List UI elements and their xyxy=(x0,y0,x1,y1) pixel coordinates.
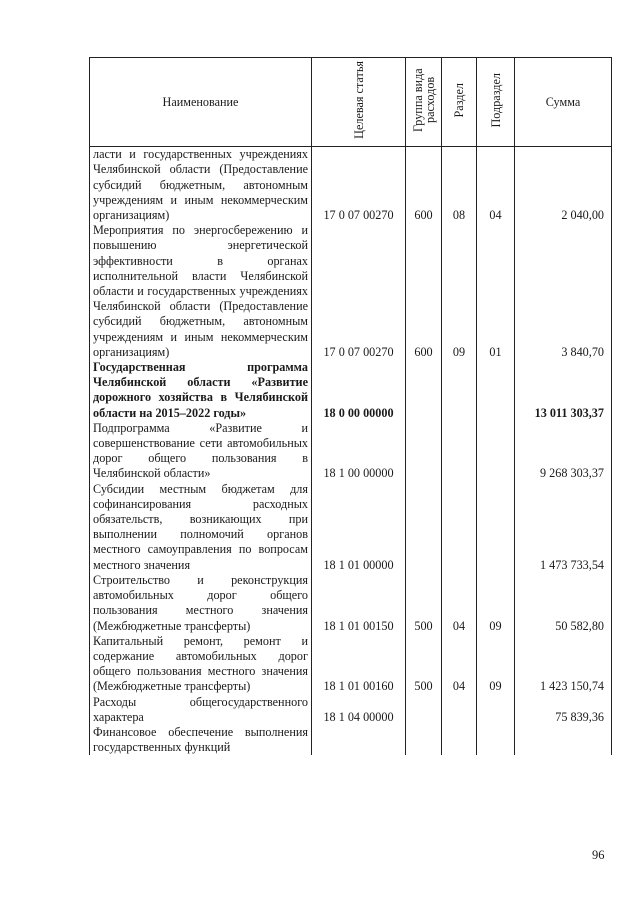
row-article: 18 1 00 00000 xyxy=(312,421,406,482)
row-section xyxy=(442,695,477,725)
row-group: 600 xyxy=(406,147,442,224)
row-section: 09 xyxy=(442,223,477,360)
row-sum: 1 423 150,74 xyxy=(515,634,612,695)
row-section xyxy=(442,421,477,482)
header-name: Наименование xyxy=(90,58,312,147)
row-section xyxy=(442,360,477,421)
row-name xyxy=(90,695,312,725)
row-name xyxy=(90,421,312,482)
row-name-text: Строительство и реконструкция автомобильных дорог общего пользования местного значения (Межбюджетные трансферты) xyxy=(93,572,308,633)
row-article: 18 0 00 00000 xyxy=(312,360,406,421)
row-sum: 2 040,00 xyxy=(515,147,612,224)
header-subsection: Подраздел xyxy=(477,58,515,147)
row-name xyxy=(90,634,312,695)
row-sum: 3 840,70 xyxy=(515,223,612,360)
row-article: 18 1 01 00000 xyxy=(312,482,406,573)
header-section: Раздел xyxy=(442,58,477,147)
row-name-text: Финансовое обеспечение выполнения государственных функций xyxy=(93,724,308,755)
row-name xyxy=(90,147,312,224)
row-section xyxy=(442,482,477,573)
row-group: 600 xyxy=(406,223,442,360)
row-name xyxy=(90,725,312,755)
table-row xyxy=(90,695,612,725)
row-article: 17 0 07 00270 xyxy=(312,147,406,224)
row-article xyxy=(312,725,406,755)
row-section: 08 xyxy=(442,147,477,224)
table-row xyxy=(90,634,612,695)
row-section: 04 xyxy=(442,634,477,695)
row-sum: 75 839,36 xyxy=(515,695,612,725)
row-group xyxy=(406,695,442,725)
table-row xyxy=(90,725,612,755)
row-group: 500 xyxy=(406,634,442,695)
row-name-text: Расходы общегосударственного характера xyxy=(93,694,308,724)
row-sum: 1 473 733,54 xyxy=(515,482,612,573)
budget-table xyxy=(89,57,612,755)
header-group: Группа вида расходов xyxy=(406,58,442,147)
table-row xyxy=(90,147,612,224)
row-name xyxy=(90,482,312,573)
row-section xyxy=(442,725,477,755)
row-sum: 9 268 303,37 xyxy=(515,421,612,482)
row-subsection xyxy=(477,482,515,573)
row-name-text: ласти и государственных учреждениях Челябинской области (Предоставление субсидий бюджетным, автономным учреждениям и иным некоммерческим организациям) xyxy=(93,147,308,223)
row-article: 18 1 04 00000 xyxy=(312,695,406,725)
table-row xyxy=(90,573,612,634)
row-section: 04 xyxy=(442,573,477,634)
row-group: 500 xyxy=(406,573,442,634)
row-sum: 50 582,80 xyxy=(515,573,612,634)
row-subsection xyxy=(477,360,515,421)
row-subsection xyxy=(477,725,515,755)
row-name xyxy=(90,573,312,634)
row-subsection: 09 xyxy=(477,634,515,695)
row-name-text: Государственная программа Челябинской области «Развитие дорожного хозяйства в Челябинской области на 2015–2022 годы» xyxy=(93,360,308,420)
row-article: 18 1 01 00150 xyxy=(312,573,406,634)
row-group xyxy=(406,482,442,573)
row-subsection: 09 xyxy=(477,573,515,634)
table-header-row xyxy=(90,58,612,147)
table-row xyxy=(90,482,612,573)
table-row xyxy=(90,223,612,360)
row-name-text: Подпрограмма «Развитие и совершенствование сети автомобильных дорог общего пользования в Челябинской области» xyxy=(93,420,308,481)
row-subsection xyxy=(477,695,515,725)
row-name xyxy=(90,360,312,421)
row-group xyxy=(406,421,442,482)
page-number: 96 xyxy=(592,848,605,862)
row-name xyxy=(90,223,312,360)
table-row xyxy=(90,360,612,421)
row-sum xyxy=(515,725,612,755)
table-row xyxy=(90,421,612,482)
row-article: 18 1 01 00160 xyxy=(312,634,406,695)
row-subsection xyxy=(477,421,515,482)
row-subsection: 04 xyxy=(477,147,515,224)
row-name-text: Субсидии местным бюджетам для софинансирования расходных обязательств, возникающих при выполнении полномочий органов местного самоуправления по вопросам местного значения xyxy=(93,481,308,572)
row-group xyxy=(406,725,442,755)
row-article: 17 0 07 00270 xyxy=(312,223,406,360)
row-name-text: Мероприятия по энергосбережению и повышению энергетической эффективности в органах исполнительной власти Челябинской области и государственных учреждениях Челябинской области (Предоставление субсидий бюджетным, автономным учреждениям и иным некоммерческим организациям) xyxy=(93,223,308,359)
row-sum: 13 011 303,37 xyxy=(515,360,612,421)
row-name-text: Капитальный ремонт, ремонт и содержание автомобильных дорог общего пользования местного значения (Межбюджетные трансферты) xyxy=(93,633,308,694)
row-group xyxy=(406,360,442,421)
header-article: Целевая статья xyxy=(312,58,406,147)
row-subsection: 01 xyxy=(477,223,515,360)
header-sum: Сумма xyxy=(515,58,612,147)
